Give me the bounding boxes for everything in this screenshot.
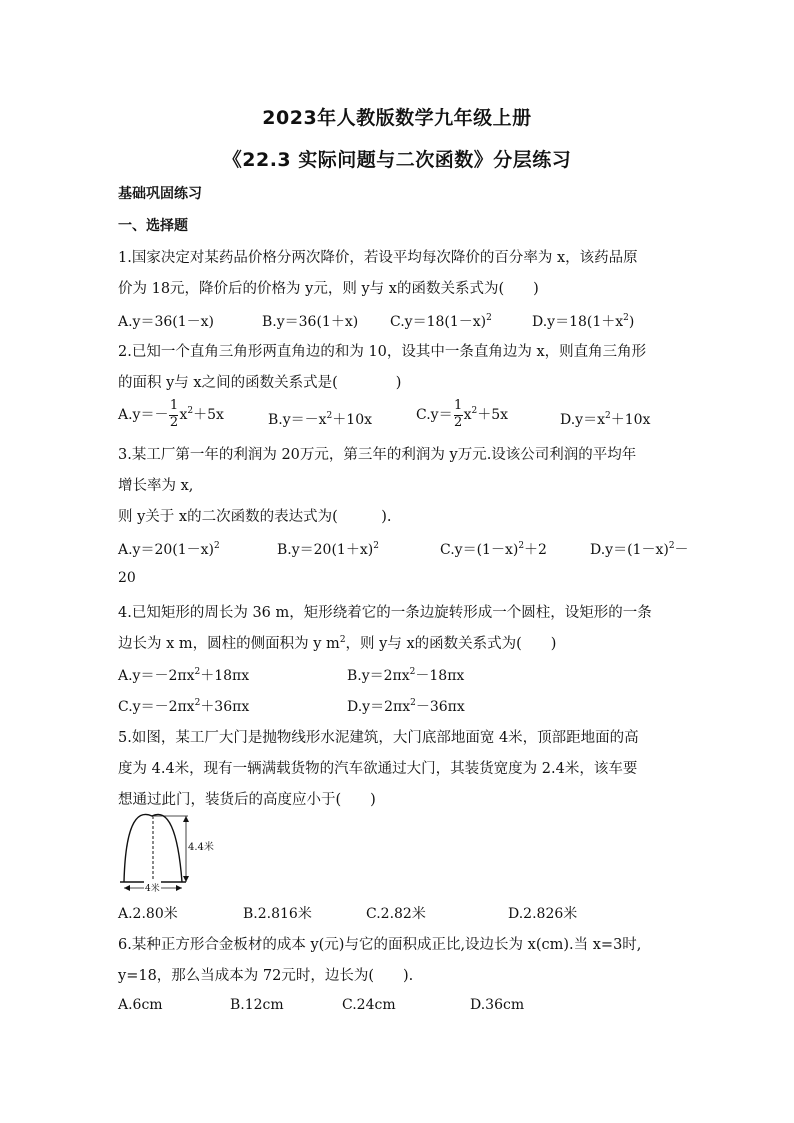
q2-stem-line-2: 的面积 y与 x之间的函数关系式是( ) bbox=[118, 375, 402, 391]
parabolic-gate-figure bbox=[116, 812, 216, 892]
q5-stem-line-3: 想通过此门，装货后的高度应小于( ) bbox=[118, 792, 376, 808]
section-level: 基础巩固练习 bbox=[118, 186, 202, 202]
q1-option-a: A.y＝36(1－x) bbox=[118, 314, 215, 330]
q2-option-a: A.y＝－ $\frac{1}{2}$ $x^2+5x$ bbox=[118, 398, 224, 430]
q4-stem-line-1: 4.已知矩形的周长为 36 m，矩形绕着它的一条边旋转形成一个圆柱，设矩形的一条 bbox=[118, 605, 652, 621]
q3-option-b: $B.y=20(1+x)^2$ bbox=[277, 541, 379, 558]
q4-option-d: $D.y=2\pi x^2-36\pi x$ bbox=[347, 698, 465, 715]
q3-stem-line-2: 增长率为 x, bbox=[118, 478, 194, 494]
q6-option-c: C.24cm bbox=[342, 997, 396, 1013]
q5-option-d: D.2.826米 bbox=[508, 906, 578, 922]
q6-option-a: A.6cm bbox=[118, 997, 163, 1013]
q6-stem-line-2: y=18，那么当成本为 72元时，边长为( ). bbox=[118, 968, 414, 984]
q1-option-d: $D.y=18(1+x^2)$ bbox=[532, 313, 635, 330]
q1-option-b: B.y＝36(1＋x) bbox=[262, 314, 359, 330]
figure-height-label: 4.4米 bbox=[187, 838, 215, 853]
section-part: 一、选择题 bbox=[118, 218, 188, 234]
q5-stem-line-2: 度为 4.4米，现有一辆满载货物的汽车欲通过大门，其装货宽度为 2.4米，该车要 bbox=[118, 761, 638, 777]
q3-option-a: $A.y=20(1-x)^2$ bbox=[118, 541, 220, 558]
q1-stem-line-2: 价为 18元，降价后的价格为 y元，则 y与 x的函数关系式为( ) bbox=[118, 281, 539, 297]
q6-option-d: D.36cm bbox=[470, 997, 525, 1013]
q3-option-d: $D.y=(1-x)^2-$ bbox=[590, 541, 689, 558]
q3-stem-line-1: 3.某工厂第一年的利润为 20万元，第三年的利润为 y万元.设该公司利润的平均年 bbox=[118, 447, 637, 463]
document-title: 2023年人教版数学九年级上册 bbox=[262, 107, 532, 129]
q5-option-c: C.2.82米 bbox=[366, 906, 426, 922]
q2-option-d: $D.y=x^2+10x$ bbox=[560, 411, 651, 428]
q4-option-c: $C.y=-2\pi x^2+36\pi x$ bbox=[118, 698, 250, 715]
q2-stem-line-1: 2.已知一个直角三角形两直角边的和为 10，设其中一条直角边为 x，则直角三角形 bbox=[118, 344, 647, 360]
q2-a-fraction: $\frac{1}{2}$ bbox=[169, 398, 179, 430]
q5-option-b: B.2.816米 bbox=[243, 906, 312, 922]
q6-stem-line-1: 6.某种正方形合金板材的成本 y(元)与它的面积成正比,设边长为 x(cm).当 x=3时, bbox=[118, 937, 642, 953]
document-subtitle: 《22.3 实际问题与二次函数》分层练习 bbox=[222, 149, 572, 171]
q2-option-b: $B.y=-x^2+10x$ bbox=[268, 411, 372, 428]
q4-option-a: $A.y=-2\pi x^2+18\pi x$ bbox=[118, 667, 250, 684]
q6-option-b: B.12cm bbox=[230, 997, 284, 1013]
q4-stem-line-2: 边长为 x m，圆柱的侧面积为 y $m^2$，则 y与 x的函数关系式为( ) bbox=[118, 635, 557, 652]
q1-stem-line-1: 1.国家决定对某药品价格分两次降价，若设平均每次降价的百分率为 x，该药品原 bbox=[118, 250, 638, 266]
q2-option-c: C.y＝ $\frac{1}{2}$ $x^2+5x$ bbox=[416, 398, 509, 430]
q3-option-c: $C.y=(1-x)^2+2$ bbox=[440, 541, 547, 558]
q3-option-d-wrap: 20 bbox=[118, 570, 136, 586]
q4-option-b: $B.y=2\pi x^2-18\pi x$ bbox=[347, 667, 465, 684]
q3-stem-line-3: 则 y关于 x的二次函数的表达式为( ). bbox=[118, 509, 392, 525]
q5-option-a: A.2.80米 bbox=[118, 906, 178, 922]
q1-option-c: $C.y=18(1-x)^2$ bbox=[390, 313, 492, 330]
q2-c-fraction: $\frac{1}{2}$ bbox=[453, 398, 463, 430]
figure-width-label: 4米 bbox=[144, 881, 161, 894]
q5-stem-line-1: 5.如图，某工厂大门是抛物线形水泥建筑，大门底部地面宽 4米，顶部距地面的高 bbox=[118, 730, 639, 746]
